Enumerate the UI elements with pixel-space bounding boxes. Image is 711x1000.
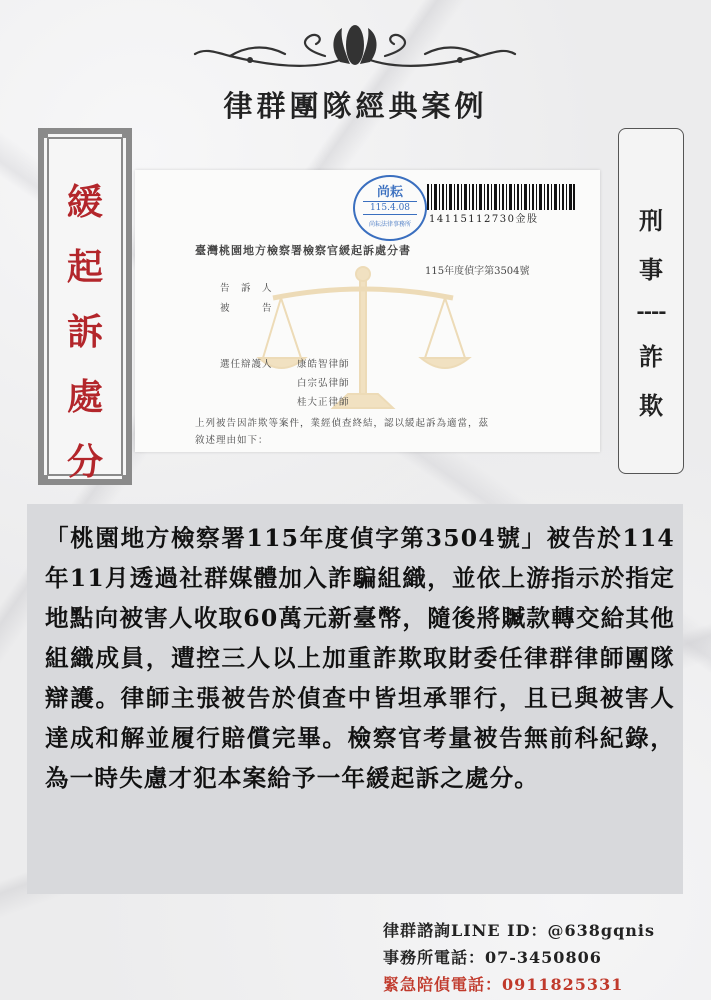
- barcode-number: 14115112730金股: [429, 214, 539, 225]
- right-badge-char: 事: [639, 255, 663, 284]
- left-badge-char: 訴: [66, 311, 103, 353]
- document-body-line: 上列被告因詐欺等案件，業經偵查終結，認以緩起訴為適當，茲: [195, 418, 490, 429]
- lawyer-name: 桂大正律師: [297, 397, 350, 408]
- right-badge-text: [619, 201, 683, 421]
- left-badge-char: 分: [66, 441, 103, 483]
- ornament-divider-icon: [190, 20, 520, 80]
- contact-line: 律群諮詢LINE ID：@638gqnis: [383, 921, 655, 940]
- contact-emergency: 緊急陪偵電話：0911825331: [383, 975, 624, 994]
- contact-phone: 事務所電話：07-3450806: [383, 948, 602, 967]
- left-badge-char: 緩: [66, 181, 103, 223]
- stamp-bottom: 尚耘法律事務所: [368, 221, 411, 228]
- right-badge: [618, 128, 684, 474]
- left-badge-char: 起: [66, 246, 103, 288]
- case-summary-text: 「桃園地方檢察署115年度偵字第3504號」被告於114年11月透過社群媒體加入詐騙組織，並依上游指示於指定地點向被害人收取60萬元新臺幣，隨後將贓款轉交給其他組織成員，遭控三人以上加重詐欺取財委任律群律師團隊辯護。律師主張被告於偵查中皆坦承罪行，且已與被害人達成和解並履行賠償完畢。檢察官考量被告無前科紀錄，為一時失慮才犯本案給予一年緩起訴之處分。: [45, 524, 675, 792]
- left-badge-text: [44, 174, 126, 485]
- lawyer-name: 白宗弘律師: [297, 378, 350, 389]
- right-badge-char: 刑: [639, 206, 663, 235]
- right-badge-char: 詐: [639, 342, 663, 371]
- complainant-label: 告 訴 人: [220, 283, 273, 294]
- defendant-label: 被 告: [220, 303, 273, 314]
- stamp-date: 115.4.08: [363, 201, 417, 215]
- defenders-label: 選任辯護人: [220, 359, 273, 370]
- received-stamp: [353, 175, 427, 241]
- case-summary-box: [27, 504, 683, 894]
- left-badge-char: 處: [66, 376, 103, 418]
- lawyer-name: 康皓智律師: [297, 359, 350, 370]
- document-body-line: 敘述理由如下：: [195, 435, 269, 446]
- right-badge-dash: ----: [636, 299, 666, 323]
- document-image: [135, 170, 600, 452]
- left-badge: [38, 128, 132, 485]
- scales-of-justice-icon: [253, 258, 473, 418]
- right-badge-char: 欺: [639, 391, 663, 420]
- stamp-top: 尚耘: [376, 185, 403, 200]
- page-title: 律群團隊經典案例: [223, 89, 488, 123]
- document-heading: 臺灣桃園地方檢察署檢察官緩起訴處分書: [195, 244, 411, 257]
- barcode-icon: [427, 184, 575, 210]
- case-number: 115年度偵字第3504號: [425, 266, 530, 277]
